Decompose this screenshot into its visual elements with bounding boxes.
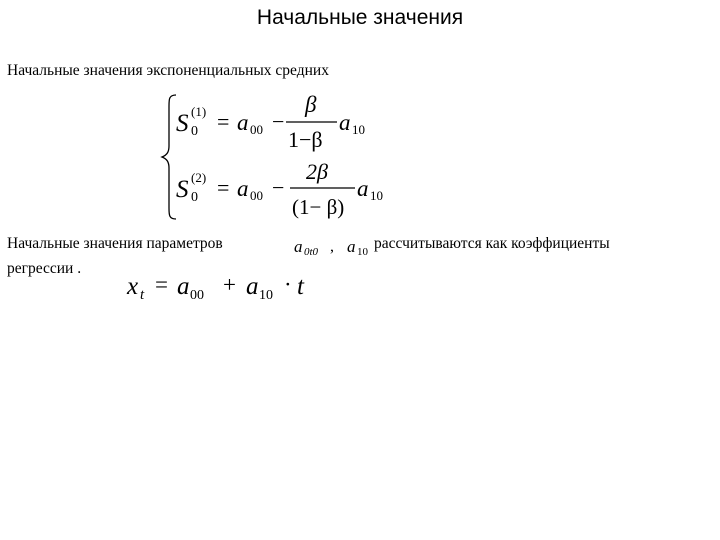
eq2-S-sup: (2) <box>191 170 207 185</box>
reg-t: t <box>297 273 304 300</box>
param-a: a <box>294 237 303 256</box>
eq2-a10-sub: 10 <box>370 188 383 203</box>
param-a10: a <box>347 237 356 256</box>
eq1-a00-sub: 00 <box>250 122 263 137</box>
subtitle-text: Начальные значения экспоненциальных средних <box>7 62 329 79</box>
params-text-before: Начальные значения параметров <box>7 235 223 252</box>
eq1-frac-num: β <box>305 92 317 117</box>
eq1-minus: − <box>272 109 285 134</box>
eq2-equals: = <box>217 175 230 200</box>
eq2-a: a <box>237 176 249 201</box>
reg-equals: = <box>155 272 168 297</box>
eq2-a10: a <box>357 176 369 201</box>
param-comma: , <box>330 238 334 255</box>
eq2-a00-sub: 00 <box>250 188 263 203</box>
reg-a00-sub: 00 <box>190 288 204 303</box>
eq1-S-sub: 0 <box>191 124 198 139</box>
system-brace <box>162 95 176 219</box>
reg-x: x <box>127 273 139 300</box>
eq2-S-sub: 0 <box>191 190 198 205</box>
reg-a2: a <box>246 273 259 300</box>
eq2-frac-den: (1− β) <box>292 195 345 219</box>
eq1-equals: = <box>217 109 230 134</box>
eq1-a10-sub: 10 <box>352 122 365 137</box>
eq1-a10: a <box>339 110 351 135</box>
reg-plus: + <box>223 272 236 297</box>
eq2-frac-num: 2β <box>306 159 328 184</box>
eq2-minus: − <box>272 175 285 200</box>
eq1-S-sup: (1) <box>191 104 207 119</box>
params-text-line2: регрессии . <box>7 260 82 277</box>
eq1-S: S <box>176 110 189 137</box>
reg-a: a <box>177 273 190 300</box>
params-text-after: рассчитываются как коэффициенты <box>374 235 610 252</box>
eq1-a: a <box>237 110 249 135</box>
reg-dot: · <box>284 272 292 297</box>
eq2-S: S <box>176 176 189 203</box>
slide-title: Начальные значения <box>256 6 464 29</box>
param-a-sub: 0t0 <box>304 246 319 258</box>
eq1-frac-den: 1−β <box>288 127 323 152</box>
reg-a10-sub: 10 <box>259 288 273 303</box>
reg-x-sub: t <box>140 287 145 303</box>
param-a10-sub: 10 <box>357 246 368 258</box>
